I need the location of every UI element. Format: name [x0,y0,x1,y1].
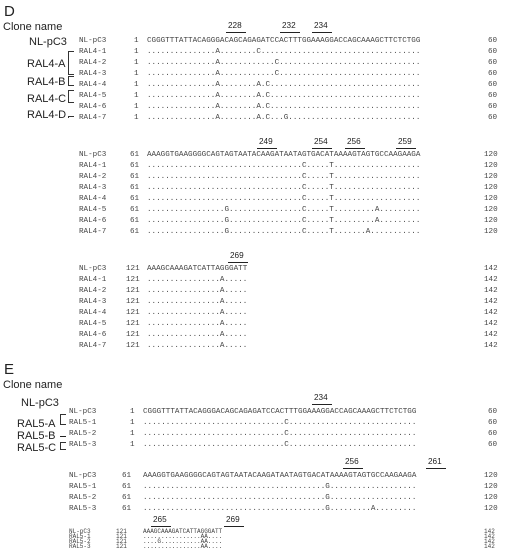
marker-overline [226,32,246,33]
row-start: 61 [130,206,140,214]
row-end: 142 [484,276,498,284]
row-start: 121 [126,331,140,339]
row-start: 1 [134,48,139,56]
position-marker: 259 [398,137,412,146]
reference-clone-label: NL-pC3 [29,36,67,48]
row-start: 1 [134,59,139,67]
row-start: 121 [126,309,140,317]
row-name: RAL4-5 [79,206,107,214]
marker-overline [257,148,277,149]
row-sequence: ..................................C.....T................... [147,195,421,203]
row-name: RAL4-7 [79,114,107,122]
marker-overline [151,526,171,527]
row-sequence: ........................................G.........A......... [143,505,417,513]
row-start: 61 [122,494,132,502]
row-end: 142 [484,287,498,295]
row-end: 120 [484,184,498,192]
row-start: 61 [130,217,140,225]
row-start: 61 [130,195,140,203]
row-start: 121 [126,320,140,328]
marker-overline [426,468,446,469]
position-marker: 256 [347,137,361,146]
row-end: 142 [484,265,498,273]
row-end: 60 [488,103,498,111]
row-sequence: ................A..... [147,276,248,284]
row-start: 61 [130,228,140,236]
row-start: 121 [116,538,127,545]
marker-overline [280,32,300,33]
marker-overline [343,468,363,469]
marker-overline [312,148,332,149]
row-sequence: ................AA.... [143,533,223,540]
row-start: 61 [130,162,140,170]
row-name: RAL4-1 [79,276,107,284]
row-name: RAL5-1 [69,483,97,491]
row-name: NL-pC3 [69,472,97,480]
row-name: RAL5-1 [69,533,91,540]
row-sequence: ................A..... [147,331,248,339]
row-sequence: ..................................C.....T................... [147,184,421,192]
row-start: 1 [134,114,139,122]
marker-overline [312,404,332,405]
row-name: RAL5-2 [69,494,97,502]
group-label: RAL5-C [17,442,57,454]
row-sequence: .................G................C.....T.........A......... [147,217,421,225]
row-name: RAL4-3 [79,70,107,78]
position-marker: 234 [314,393,328,402]
clone-name-heading: Clone name [3,379,63,391]
row-name: RAL4-2 [79,287,107,295]
row-name: RAL5-3 [69,543,91,550]
row-start: 121 [116,543,127,550]
row-sequence: ...............A........A.C................................. [147,103,421,111]
row-sequence: ..................................C.....T................... [147,173,421,181]
row-start: 1 [134,81,139,89]
row-sequence: ........................................G................... [143,483,417,491]
row-start: 121 [116,528,127,535]
row-start: 61 [130,184,140,192]
row-name: NL-pC3 [79,265,107,273]
row-end: 120 [484,483,498,491]
row-name: RAL4-4 [79,195,107,203]
position-marker: 261 [428,457,442,466]
panel-letter: D [4,3,15,20]
row-end: 120 [484,206,498,214]
row-end: 60 [488,430,498,438]
row-end: 120 [484,173,498,181]
row-start: 121 [126,265,140,273]
group-bracket [60,414,66,425]
row-end: 142 [484,320,498,328]
row-sequence: ...............A........A.C................................. [147,92,421,100]
row-start: 61 [122,505,132,513]
row-sequence: AAAGGTGAAGGGGCAGTAGTAATACAAGATAATAGTGACATAAAAGTAGTGCCAAGAAGA [147,151,421,159]
row-sequence: ................A..... [147,320,248,328]
row-end: 60 [488,81,498,89]
row-end: 142 [484,533,495,540]
marker-overline [345,148,365,149]
row-name: RAL4-7 [79,342,107,350]
row-start: 1 [130,408,135,416]
group-bracket [68,51,74,75]
row-name: NL-pC3 [69,528,91,535]
row-end: 142 [484,298,498,306]
row-start: 121 [126,287,140,295]
row-start: 61 [130,151,140,159]
row-start: 121 [126,298,140,306]
group-label: RAL5-B [17,430,56,442]
row-name: RAL5-2 [69,430,97,438]
row-sequence: ...............A............C............................... [147,70,421,78]
row-end: 120 [484,162,498,170]
row-end: 120 [484,228,498,236]
row-end: 120 [484,494,498,502]
row-end: 120 [484,151,498,159]
group-label: RAL5-A [17,418,56,430]
row-start: 121 [126,342,140,350]
group-label: RAL4-D [27,109,67,121]
group-bracket [60,436,66,437]
position-marker: 265 [153,515,167,524]
group-label: RAL4-C [27,93,67,105]
row-name: RAL4-6 [79,331,107,339]
clone-name-heading: Clone name [3,21,63,33]
row-sequence: ................A..... [147,298,248,306]
row-name: RAL4-1 [79,162,107,170]
position-marker: 249 [259,137,273,146]
row-name: RAL4-6 [79,103,107,111]
panel-letter: E [4,361,15,378]
row-sequence: ................A..... [147,309,248,317]
row-sequence: .................G................C.....T.......A........... [147,228,421,236]
row-end: 142 [484,543,495,550]
row-name: NL-pC3 [79,37,107,45]
position-marker: 256 [345,457,359,466]
row-end: 120 [484,217,498,225]
row-start: 1 [130,419,135,427]
row-end: 142 [484,331,498,339]
position-marker: 254 [314,137,328,146]
row-start: 61 [130,173,140,181]
row-name: RAL4-5 [79,320,107,328]
row-sequence: ...............A............C............................... [147,59,421,67]
row-start: 121 [116,533,127,540]
marker-overline [312,32,332,33]
group-bracket [68,90,74,103]
row-name: RAL4-4 [79,81,107,89]
marker-overline [228,262,248,263]
row-end: 60 [488,408,498,416]
row-name: RAL4-3 [79,298,107,306]
row-sequence: ........................................G................... [143,494,417,502]
position-marker: 269 [226,515,240,524]
row-name: RAL4-5 [79,92,107,100]
row-sequence: AAAGCAAAGATCATTAGGGATT [147,265,248,273]
group-bracket [60,442,66,450]
row-sequence: CGGGTTTATTACAGGGACAGCAGAGATCCACTTTGGAAAGGACCAGCAAAGCTTCTCTGG [147,37,421,45]
row-sequence: ...............................C............................ [143,441,417,449]
position-marker: 232 [282,21,296,30]
row-start: 1 [134,70,139,78]
row-name: RAL5-3 [69,505,97,513]
row-name: RAL4-2 [79,59,107,67]
row-start: 121 [126,276,140,284]
row-name: RAL4-2 [79,173,107,181]
row-sequence: ..................................C.....T................... [147,162,421,170]
reference-clone-label: NL-pC3 [21,397,59,409]
row-end: 60 [488,48,498,56]
row-start: 1 [134,37,139,45]
position-marker: 234 [314,21,328,30]
row-sequence: ................A..... [147,342,248,350]
group-label: RAL4-A [27,58,66,70]
row-name: RAL4-1 [79,48,107,56]
row-end: 60 [488,419,498,427]
row-sequence: CGGGTTTATTACAGGGACAGCAGAGATCCACTTTGGAAAGGACCAGCAAAGCTTCTCTGG [143,408,417,416]
row-start: 1 [134,92,139,100]
row-name: RAL4-6 [79,217,107,225]
row-end: 60 [488,70,498,78]
row-start: 1 [134,103,139,111]
row-end: 60 [488,92,498,100]
row-sequence: ....G...........AA.... [143,538,223,545]
row-end: 120 [484,195,498,203]
row-end: 60 [488,441,498,449]
group-bracket [68,116,74,118]
row-end: 120 [484,472,498,480]
row-end: 142 [484,528,495,535]
row-end: 60 [488,59,498,67]
row-sequence: ...............A........C................................... [147,48,421,56]
row-sequence: .................G................C.....T.........A......... [147,206,421,214]
row-name: NL-pC3 [79,151,107,159]
marker-overline [396,148,416,149]
row-end: 60 [488,37,498,45]
row-name: RAL4-4 [79,309,107,317]
row-sequence: ...............................C............................ [143,430,417,438]
row-start: 61 [122,483,132,491]
position-marker: 269 [230,251,244,260]
row-end: 120 [484,505,498,513]
row-sequence: AAAGCAAAGATCATTAGGGATT [143,528,223,535]
row-sequence: ...............A........A.C...G............................. [147,114,421,122]
row-name: RAL5-1 [69,419,97,427]
row-name: RAL5-2 [69,538,91,545]
marker-overline [224,526,244,527]
group-label: RAL4-B [27,76,66,88]
row-end: 142 [484,342,498,350]
row-sequence: ...............................C............................ [143,419,417,427]
row-sequence: AAAGGTGAAGGGGCAGTAGTAATACAAGATAATAGTGACATAAAAGTAGTGCCAAGAAGA [143,472,417,480]
row-name: RAL5-3 [69,441,97,449]
row-sequence: ................A..... [147,287,248,295]
row-name: NL-pC3 [69,408,97,416]
row-sequence: ...............A........A.C................................. [147,81,421,89]
row-start: 1 [130,441,135,449]
position-marker: 228 [228,21,242,30]
row-start: 61 [122,472,132,480]
group-bracket [68,76,74,86]
row-end: 60 [488,114,498,122]
row-name: RAL4-3 [79,184,107,192]
row-end: 142 [484,309,498,317]
row-start: 1 [130,430,135,438]
row-name: RAL4-7 [79,228,107,236]
row-end: 142 [484,538,495,545]
row-sequence: ................AA.... [143,543,223,550]
